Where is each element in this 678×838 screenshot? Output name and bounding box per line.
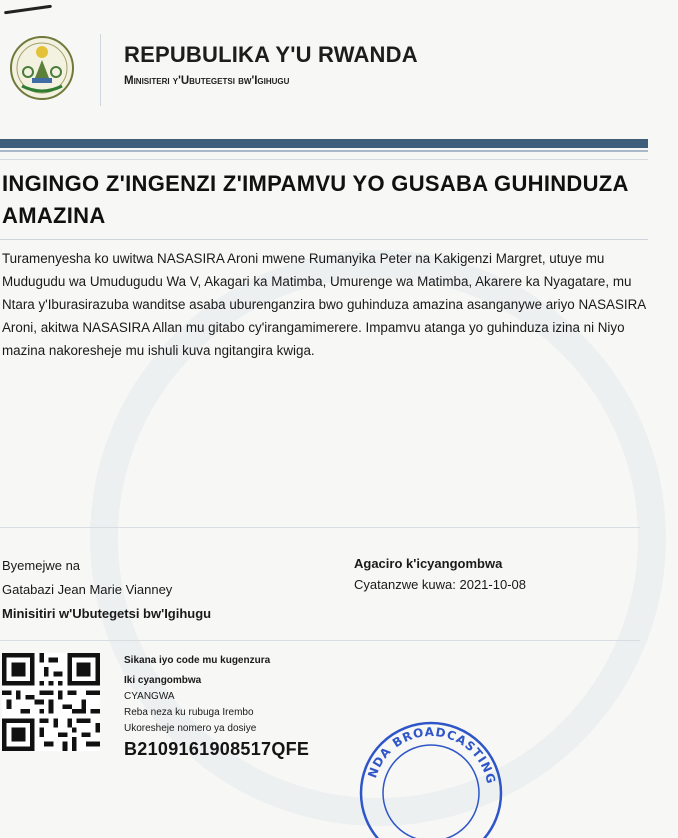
document-title: INGINGO Z'INGENZI Z'IMPAMVU YO GUSABA GUHINDUZA AMAZINA <box>2 171 628 228</box>
document-reference-label: Iki cyangombwa <box>124 675 202 686</box>
header-separator <box>0 159 648 160</box>
irembo-instruction: Reba neza ku rubuga Irembo <box>124 707 254 718</box>
file-reference-number: B2109161908517QFE <box>124 739 310 759</box>
file-number-instruction: Ukoresheje nomero ya dosiye <box>124 723 257 734</box>
scan-instruction: Sikana iyo code mu kugenzura <box>124 655 271 666</box>
section-divider <box>0 527 640 528</box>
country-name: REPUBULIKA Y'U RWANDA <box>124 42 418 67</box>
signatory-name: Gatabazi Jean Marie Vianney <box>2 582 173 597</box>
footer-divider <box>0 640 640 641</box>
signatory-title: Minisitiri w'Ubutegetsi bw'Igihugu <box>2 606 212 621</box>
scan-mark <box>4 5 52 15</box>
header-divider <box>100 34 101 106</box>
rwanda-emblem-icon <box>8 34 76 102</box>
header-band <box>0 139 648 148</box>
stamp-text: NDA BROADCASTING <box>365 724 499 786</box>
header-band-line <box>0 150 648 152</box>
or-label: CYANGWA <box>124 691 175 702</box>
approved-by-label: Byemejwe na <box>2 558 81 573</box>
qr-code-icon <box>2 653 100 751</box>
ministry-name: Minisiteri y'Ubutegetsi bw'Igihugu <box>124 75 290 87</box>
title-rule <box>0 239 648 240</box>
validity-label: Agaciro k'icyangombwa <box>354 556 503 571</box>
stamp-icon <box>356 718 506 838</box>
issue-date: Cyatanzwe kuwa: 2021-10-08 <box>354 577 526 592</box>
document-body: Turamenyesha ko uwitwa NASASIRA Aroni mwene Rumanyika Peter na Kakigenzi Margret, utuye mu Mudugudu wa Umudugudu Wa V, Akagari ka Matimba, Umurenge wa Matimba, Akarere ka Nyagatare, mu Ntara y'Iburasirazuba wanditse asaba uburenganzira bwo guhinduza amazina asanganywe ariyo NASASIRA Aroni, akitwa NASASIRA Allan mu gitabo cy'irangamimerere. Impamvu atanga yo guhinduza izina ni Niyo mazina nakoresheje mu ishuli kuva ngitangira kwiga. <box>2 251 646 358</box>
